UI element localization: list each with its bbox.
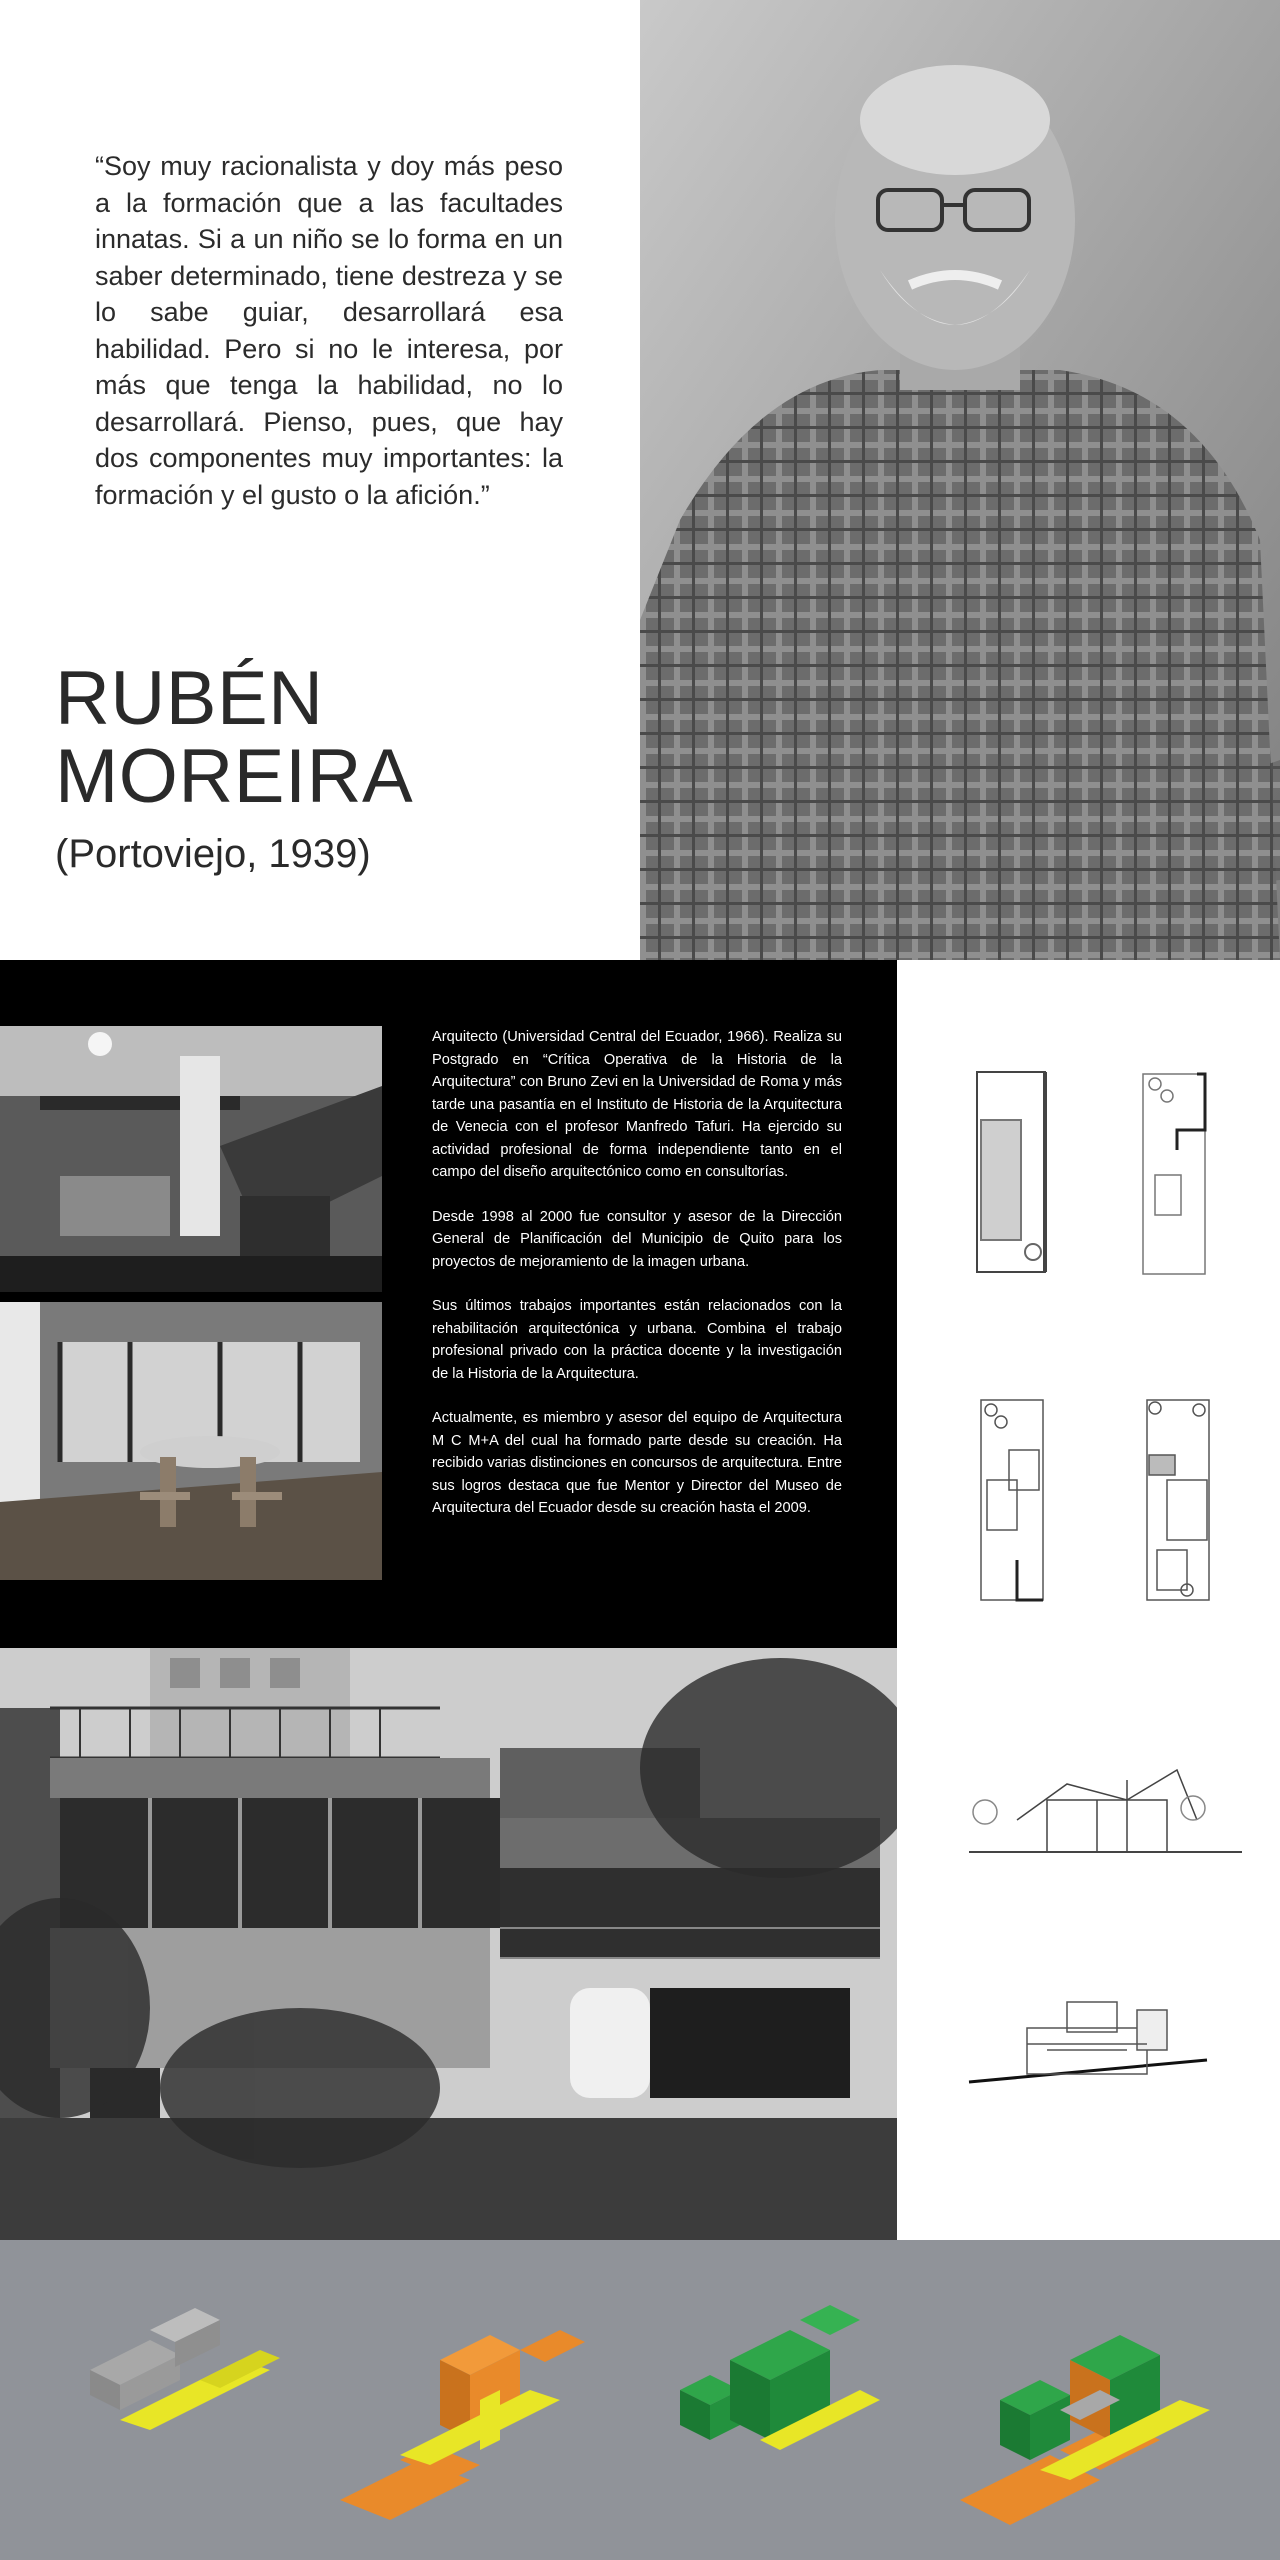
bio-paragraph: Actualmente, es miembro y asesor del equipo de Arquitectura M C M+A del cual ha formado parte desde su creación. Ha recibido varias distinciones en concursos de arquitectura. Entre sus logros destaca que fue Mentor y Director del Museo de Arquitectura del Ecuador desde su creación hasta el 2009. — [432, 1410, 842, 1516]
building-elevation — [969, 2002, 1207, 2082]
bio-paragraph: Sus últimos trabajos importantes están relacionados con la rehabilitación arquitectónica y urbana. Combina el trabajo profesional privado con la práctica docente y la investigación de la Historia de la Arquitectura. — [432, 1298, 842, 1382]
building-section-1 — [969, 1770, 1242, 1852]
floor-plan-2 — [1143, 1074, 1205, 1274]
biography-text — [432, 1026, 842, 1542]
architect-name — [55, 656, 414, 819]
axonometric-diagram-1 — [90, 2308, 280, 2430]
birth-origin: (Portoviejo, 1939) — [55, 832, 371, 876]
bio-paragraph: Arquitecto (Universidad Central del Ecuador, 1966). Realiza su Postgrado en “Crítica Operativa de la Historia de la Arquitectura” con Bruno Zevi en la Universidad de Roma y más tarde una pasantía en el Instituto de Historia de la Arquitectura de Venecia con el profesor Manfredo Tafuri. Ha ejercido su actividad profesional de forma independiente tanto en el campo del diseño arquitectónico como en consultorías. — [432, 1029, 842, 1180]
name-line-2: MOREIRA — [55, 734, 414, 819]
floor-plan-1 — [977, 1072, 1045, 1272]
floor-plan-3 — [981, 1400, 1043, 1600]
portrait-photo — [640, 0, 1280, 960]
axonometric-studies-band — [0, 2240, 1280, 2560]
architectural-drawings-panel — [897, 960, 1280, 2240]
axonometric-diagram-2 — [340, 2330, 585, 2520]
bio-paragraph: Desde 1998 al 2000 fue consultor y asesor de la Dirección General de Planificación del Municipio de Quito para los proyectos de mejoramiento de la imagen urbana. — [432, 1208, 842, 1270]
axonometric-diagram-4 — [960, 2335, 1210, 2525]
axonometric-diagram-3 — [680, 2305, 880, 2450]
name-line-1: RUBÉN — [55, 656, 324, 741]
interior-photo-dining — [0, 1302, 382, 1580]
floor-plan-4 — [1147, 1400, 1209, 1600]
interior-photo-stairs — [0, 1026, 382, 1292]
quote-text: “Soy muy racionalista y doy más peso a la formación que a las facultades innatas. Si a un niño se lo forma en un saber determinado, tiene destreza y se lo sabe guiar, desarrollará esa habilidad. Pero si no le interesa, por más que tenga la habilidad, no lo desarrollará. Pienso, pues, que hay dos componentes muy importantes: la formación y el gusto o la afición.” — [95, 151, 563, 510]
house-facade-photo — [0, 1648, 897, 2240]
